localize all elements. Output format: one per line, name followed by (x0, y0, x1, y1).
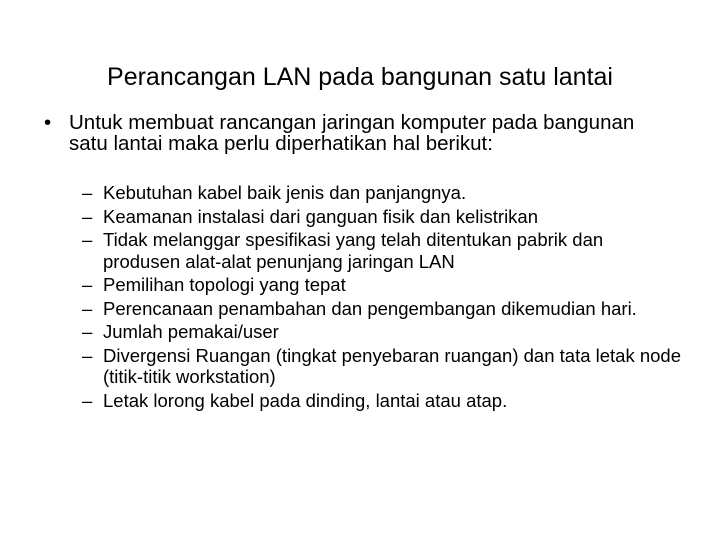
sub-bullet-item (82, 390, 682, 412)
sub-bullet-item (82, 345, 682, 388)
sub-bullet-item (82, 274, 682, 296)
dash-marker: – (82, 389, 93, 411)
sub-bullet-text: Keamanan instalasi dari ganguan fisik dan kelistrikan (103, 205, 539, 227)
slide-title: Perancangan LAN pada bangunan satu lantai (107, 63, 613, 91)
dash-marker: – (82, 297, 93, 319)
dash-marker: – (82, 344, 93, 366)
sub-bullet-item (82, 321, 682, 343)
dash-marker: – (82, 274, 93, 295)
main-bullet (44, 112, 664, 154)
dash-marker: – (82, 321, 93, 342)
sub-bullet-text: Tidak melanggar spesifikasi yang telah ditentukan pabrik dan produsen alat-alat penunjang jaringan LAN (103, 229, 604, 272)
sub-bullet-text: Kebutuhan kabel baik jenis dan panjangnya. (103, 182, 467, 203)
sub-bullet-text: Jumlah pemakai/user (103, 321, 279, 342)
dash-marker: – (82, 205, 93, 227)
dash-marker: – (82, 182, 93, 203)
sub-bullet-list (82, 182, 682, 413)
sub-bullet-text: Pemilihan topologi yang tepat (103, 274, 346, 295)
sub-bullet-item (82, 298, 682, 320)
sub-bullet-text: Letak lorong kabel pada dinding, lantai atau atap. (103, 389, 508, 411)
sub-bullet-item (82, 206, 682, 228)
sub-bullet-text: Perencanaan penambahan dan pengembangan dikemudian hari. (103, 297, 637, 319)
sub-bullet-item (82, 229, 682, 272)
dash-marker: – (82, 229, 93, 250)
main-bullet-text: Untuk membuat rancangan jaringan komputer pada bangunan satu lantai maka perlu diperhatikan hal berikut: (69, 111, 635, 155)
bullet-marker: • (44, 111, 52, 134)
sub-bullet-item (82, 182, 682, 204)
sub-bullet-text: Divergensi Ruangan (tingkat penyebaran ruangan) dan tata letak node (titik-titik workstation) (103, 344, 682, 387)
